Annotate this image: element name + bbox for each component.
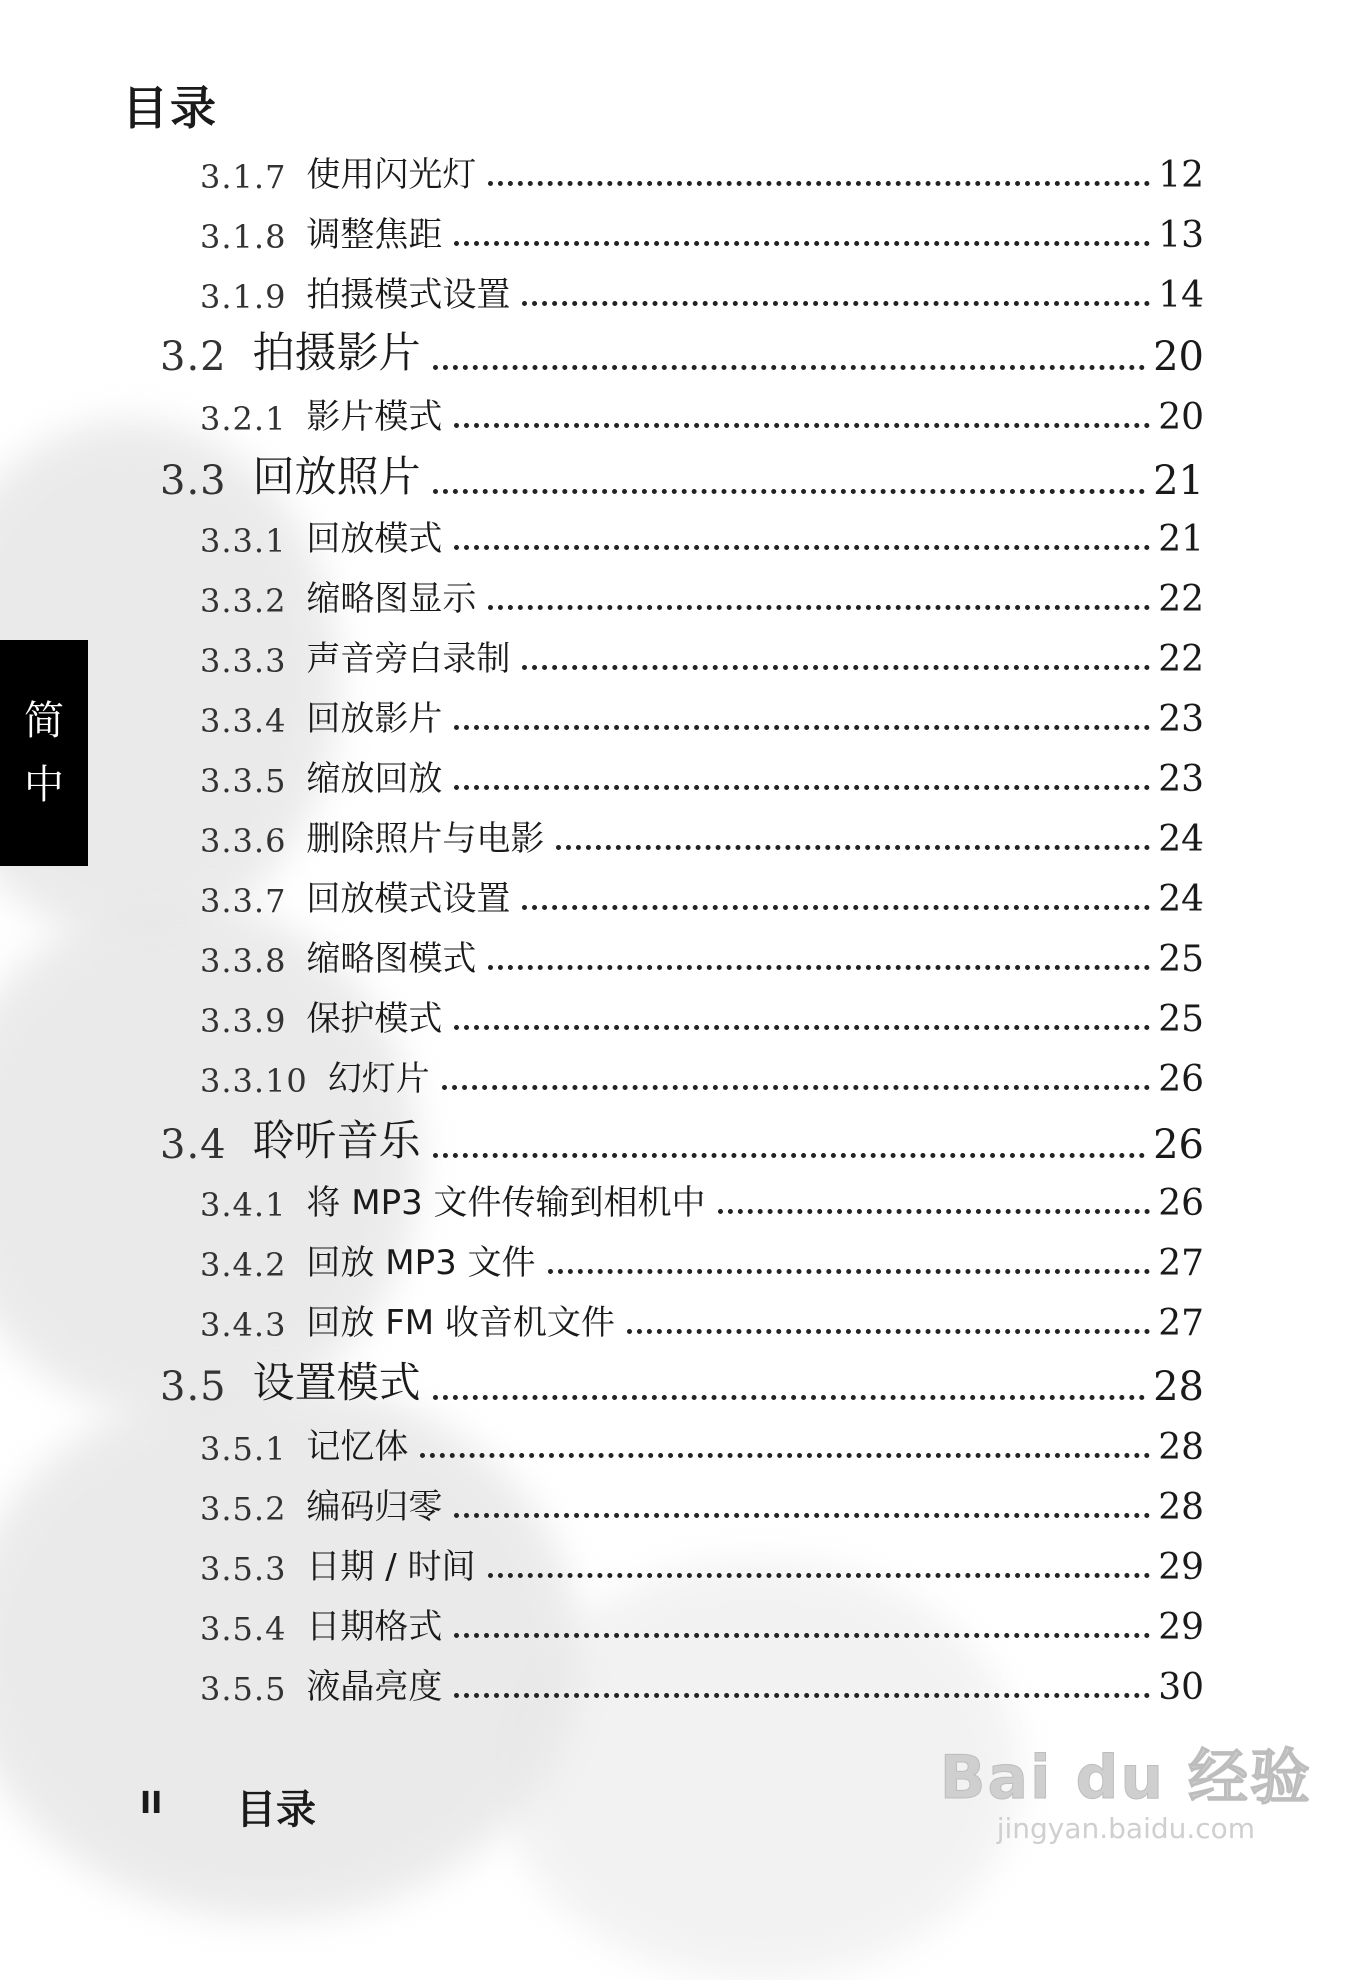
toc-number: 3.4 [160, 1122, 227, 1168]
toc-page: 14 [1158, 275, 1204, 316]
toc-number: 3.5.5 [200, 1670, 287, 1708]
toc-number: 3.4.3 [200, 1306, 287, 1344]
toc-page: 24 [1158, 819, 1204, 860]
dot-leader [522, 301, 1150, 306]
toc-title: 回放影片 [306, 699, 443, 739]
toc-title: 声音旁白录制 [306, 639, 511, 679]
toc-number: 3.5 [160, 1364, 227, 1410]
toc-page: 24 [1158, 879, 1204, 920]
toc-entry[interactable] [200, 514, 1204, 560]
toc-entry[interactable] [200, 1054, 1204, 1100]
toc-entry[interactable] [200, 392, 1204, 438]
dot-leader [548, 1269, 1151, 1274]
toc-page: 27 [1158, 1243, 1204, 1284]
side-tab-char: 中 [24, 762, 64, 808]
toc-page: 28 [1158, 1487, 1204, 1528]
toc-title: 编码归零 [306, 1487, 443, 1527]
toc-entry[interactable] [200, 1602, 1204, 1648]
dot-leader [454, 545, 1150, 550]
dot-leader [454, 241, 1150, 246]
toc-number: 3.3.3 [200, 642, 287, 680]
toc-number: 3.3.2 [200, 582, 287, 620]
toc-entry[interactable] [200, 754, 1204, 800]
toc-number: 3.5.3 [200, 1550, 287, 1588]
toc-title: 回放模式设置 [306, 879, 511, 919]
toc-title: 保护模式 [306, 999, 443, 1039]
toc-section-entry[interactable] [160, 328, 1204, 380]
toc-page: 28 [1153, 1364, 1204, 1410]
toc-number: 3.3.9 [200, 1002, 287, 1040]
toc-page: 25 [1158, 939, 1204, 980]
toc-title: 回放 FM 收音机文件 [306, 1303, 615, 1343]
toc-entry[interactable] [200, 210, 1204, 256]
toc-entry[interactable] [200, 934, 1204, 980]
toc-number: 3.5.4 [200, 1610, 287, 1648]
toc-entry[interactable] [200, 634, 1204, 680]
toc-number: 3.5.2 [200, 1490, 287, 1528]
toc-entry[interactable] [200, 694, 1204, 740]
toc-page: 20 [1153, 334, 1204, 380]
toc-title: 幻灯片 [327, 1059, 430, 1099]
dot-leader [420, 1453, 1150, 1458]
toc-page: 22 [1158, 579, 1204, 620]
toc-number: 3.3.7 [200, 882, 287, 920]
toc-number: 3.1.9 [200, 278, 287, 316]
toc-number: 3.3.6 [200, 822, 287, 860]
toc-entry[interactable] [200, 1482, 1204, 1528]
toc-title: 将 MP3 文件传输到相机中 [306, 1183, 706, 1223]
toc-section-entry[interactable] [160, 1358, 1204, 1410]
toc-page: 28 [1158, 1427, 1204, 1468]
toc-page: 20 [1158, 397, 1204, 438]
toc-page: 26 [1153, 1122, 1204, 1168]
toc-number: 3.1.7 [200, 158, 287, 196]
dot-leader [488, 1573, 1151, 1578]
dot-leader [522, 905, 1150, 910]
dot-leader [433, 1153, 1145, 1158]
toc-page: 30 [1158, 1667, 1204, 1708]
toc-number: 3.3.10 [200, 1062, 308, 1100]
toc-page: 25 [1158, 999, 1204, 1040]
toc-entry[interactable] [200, 270, 1204, 316]
toc-number: 3.3.4 [200, 702, 287, 740]
toc-number: 3.4.1 [200, 1186, 287, 1224]
toc-title: 拍摄影片 [252, 328, 421, 377]
toc-page: 12 [1158, 155, 1204, 196]
toc-page: 29 [1158, 1607, 1204, 1648]
toc-entry[interactable] [200, 1238, 1204, 1284]
dot-leader [454, 785, 1150, 790]
dot-leader [454, 1025, 1150, 1030]
side-tab-char: 简 [24, 698, 64, 744]
toc-title: 回放模式 [306, 519, 443, 559]
toc-page: 27 [1158, 1303, 1204, 1344]
dot-leader [454, 1513, 1150, 1518]
toc-number: 3.2.1 [200, 400, 287, 438]
toc-entry[interactable] [200, 1662, 1204, 1708]
toc-page: 26 [1158, 1183, 1204, 1224]
toc-entry[interactable] [200, 874, 1204, 920]
dot-leader [488, 965, 1150, 970]
dot-leader [556, 845, 1150, 850]
toc-title: 缩略图显示 [306, 579, 477, 619]
toc-title: 使用闪光灯 [306, 155, 477, 195]
language-side-tab [0, 640, 88, 866]
dot-leader [718, 1209, 1151, 1214]
toc-title: 聆听音乐 [252, 1116, 421, 1165]
toc-page: 22 [1158, 639, 1204, 680]
toc-number: 3.2 [160, 334, 227, 380]
toc-entry[interactable] [200, 150, 1204, 196]
toc-entry[interactable] [200, 574, 1204, 620]
toc-number: 3.1.8 [200, 218, 287, 256]
page-heading: 目录 [122, 81, 218, 135]
toc-title: 回放照片 [252, 452, 421, 501]
toc-title: 调整焦距 [306, 215, 443, 255]
toc-number: 3.4.2 [200, 1246, 287, 1284]
dot-leader [454, 1633, 1150, 1638]
toc-number: 3.3.5 [200, 762, 287, 800]
toc-section-entry[interactable] [160, 452, 1204, 504]
toc-title: 缩放回放 [306, 759, 443, 799]
footer-page-number: II [140, 1786, 163, 1821]
toc-entry[interactable] [200, 1422, 1204, 1468]
toc-title: 记忆体 [306, 1427, 409, 1467]
toc-title: 影片模式 [306, 397, 443, 437]
footer-title: 目录 [236, 1787, 316, 1833]
toc-entry[interactable] [200, 1298, 1204, 1344]
toc-page: 29 [1158, 1547, 1204, 1588]
toc-title: 日期 / 时间 [306, 1547, 476, 1587]
watermark-url: jingyan.baidu.com [996, 1812, 1256, 1845]
baidu-watermark [940, 1730, 1312, 1845]
toc-page: 23 [1158, 759, 1204, 800]
toc-page: 21 [1153, 458, 1204, 504]
toc-page: 13 [1158, 215, 1204, 256]
dot-leader [454, 1693, 1150, 1698]
dot-leader [433, 365, 1145, 370]
toc-entry[interactable] [200, 1542, 1204, 1588]
toc-entry[interactable] [200, 1178, 1204, 1224]
toc-page: 21 [1158, 519, 1204, 560]
toc-entry[interactable] [200, 994, 1204, 1040]
toc-number: 3.3.1 [200, 522, 287, 560]
dot-leader [627, 1329, 1150, 1334]
toc-title: 设置模式 [252, 1358, 421, 1407]
dot-leader [442, 1085, 1150, 1090]
toc-page: 23 [1158, 699, 1204, 740]
toc-entry[interactable] [200, 814, 1204, 860]
dot-leader [454, 725, 1150, 730]
dot-leader [433, 1395, 1145, 1400]
toc-page: 26 [1158, 1059, 1204, 1100]
toc-section-entry[interactable] [160, 1116, 1204, 1168]
toc-title: 删除照片与电影 [306, 819, 545, 859]
toc-title: 拍摄模式设置 [306, 275, 511, 315]
dot-leader [488, 181, 1150, 186]
toc-title: 液晶亮度 [306, 1667, 443, 1707]
toc-number: 3.3.8 [200, 942, 287, 980]
dot-leader [454, 423, 1150, 428]
dot-leader [522, 665, 1150, 670]
toc-title: 日期格式 [306, 1607, 443, 1647]
toc-title: 回放 MP3 文件 [306, 1243, 536, 1283]
watermark-logo: Bai du 经验 [939, 1743, 1312, 1813]
toc-number: 3.3 [160, 458, 227, 504]
dot-leader [433, 489, 1145, 494]
dot-leader [488, 605, 1150, 610]
toc-title: 缩略图模式 [306, 939, 477, 979]
toc-number: 3.5.1 [200, 1430, 287, 1468]
